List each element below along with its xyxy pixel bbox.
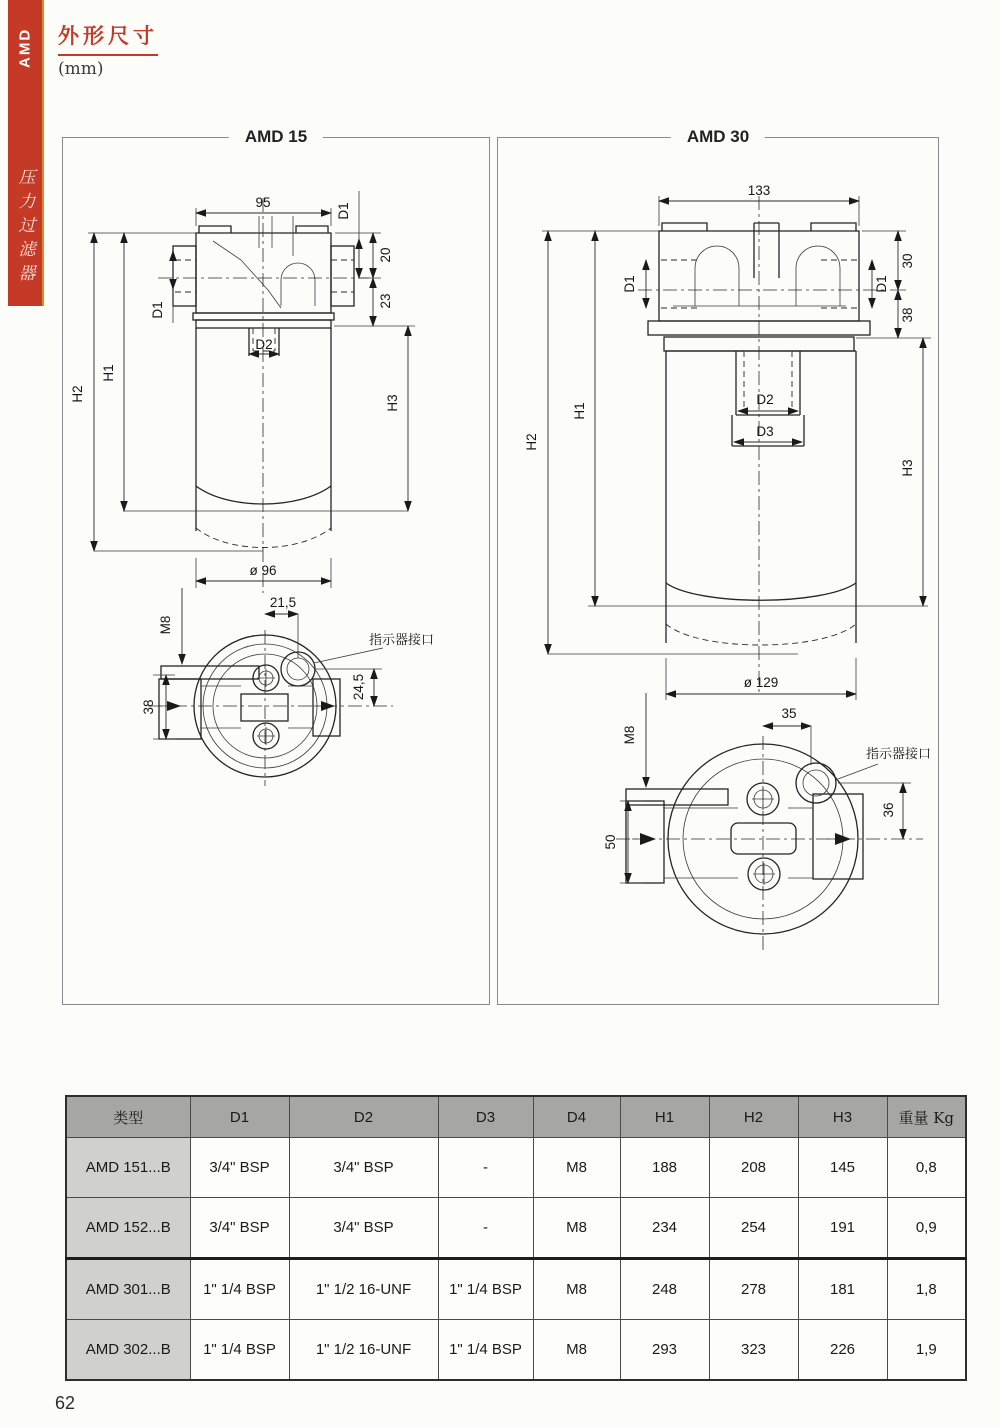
model-cell: AMD 152...B — [66, 1198, 190, 1259]
dim-38: 38 — [900, 307, 915, 323]
weight-cell: 0,9 — [887, 1198, 966, 1259]
h1-cell: 248 — [620, 1259, 709, 1320]
sidebar-vertical-label: 压力过滤器 — [14, 168, 35, 288]
h2-cell: 208 — [709, 1138, 798, 1198]
amd15-bottom-view — [141, 588, 434, 786]
weight-cell: 1,8 — [887, 1259, 966, 1320]
page-title: 外形尺寸 — [58, 20, 158, 56]
col-header-weight: 重量 Kg — [887, 1096, 966, 1138]
col-header-d4: D4 — [533, 1096, 620, 1138]
d1-cell: 3/4" BSP — [190, 1138, 289, 1198]
d4-cell: M8 — [533, 1138, 620, 1198]
h2-cell: 323 — [709, 1320, 798, 1381]
col-header-type: 类型 — [66, 1096, 190, 1138]
h3-cell: 181 — [798, 1259, 887, 1320]
dimension-table — [65, 1095, 967, 1381]
dim-21-5: 21,5 — [269, 595, 297, 610]
dim-m8: M8 — [622, 725, 637, 745]
d2-cell: 3/4" BSP — [289, 1198, 438, 1259]
dim-m8: M8 — [158, 615, 173, 635]
unit-label: (mm) — [58, 59, 104, 79]
weight-cell: 0,8 — [887, 1138, 966, 1198]
dim-h2: H2 — [70, 385, 85, 403]
amd30-side-view — [524, 183, 931, 700]
d3-cell: - — [438, 1138, 533, 1198]
dim-h1: H1 — [101, 364, 116, 382]
dim-23: 23 — [378, 293, 393, 309]
drawing-title-amd30: AMD 30 — [671, 127, 765, 147]
h1-cell: 188 — [620, 1138, 709, 1198]
d1-cell: 3/4" BSP — [190, 1198, 289, 1259]
d2-cell: 1" 1/2 16-UNF — [289, 1320, 438, 1381]
dim-30: 30 — [900, 253, 915, 269]
drawing-box-amd15 — [62, 127, 490, 1005]
dim-133: 133 — [747, 183, 771, 198]
h3-cell: 226 — [798, 1320, 887, 1381]
dim-h3: H3 — [900, 459, 915, 477]
amd30-drawing — [498, 138, 938, 1004]
indicator-port-label: 指示器接口 — [369, 633, 435, 648]
weight-cell: 1,9 — [887, 1320, 966, 1381]
model-cell: AMD 301...B — [66, 1259, 190, 1320]
dim-24-5: 24,5 — [351, 673, 366, 701]
dim-d1-left: D1 — [150, 301, 165, 319]
col-header-h3: H3 — [798, 1096, 887, 1138]
dim-20: 20 — [378, 247, 393, 263]
dim-d1-left: D1 — [622, 275, 637, 293]
sidebar-tab-label: AMD — [16, 27, 34, 69]
h2-cell: 278 — [709, 1259, 798, 1320]
table-row — [66, 1138, 966, 1198]
dim-50: 50 — [603, 834, 618, 850]
h3-cell: 191 — [798, 1198, 887, 1259]
table-row — [66, 1259, 966, 1320]
d4-cell: M8 — [533, 1320, 620, 1381]
col-header-d2: D2 — [289, 1096, 438, 1138]
dim-d3: D3 — [756, 424, 774, 439]
col-header-h2: H2 — [709, 1096, 798, 1138]
dim-dia129: ø 129 — [743, 675, 779, 690]
table-row — [66, 1320, 966, 1381]
table-header-row — [66, 1096, 966, 1138]
drawing-box-amd30 — [497, 127, 939, 1005]
dim-h3: H3 — [385, 394, 400, 412]
dim-h2: H2 — [524, 433, 539, 451]
d4-cell: M8 — [533, 1198, 620, 1259]
table-row — [66, 1198, 966, 1259]
d3-cell: 1" 1/4 BSP — [438, 1320, 533, 1381]
sidebar-tab — [8, 0, 44, 306]
drawing-title-amd15: AMD 15 — [229, 127, 323, 147]
d1-cell: 1" 1/4 BSP — [190, 1259, 289, 1320]
dim-38: 38 — [141, 699, 156, 715]
h1-cell: 293 — [620, 1320, 709, 1381]
col-header-d3: D3 — [438, 1096, 533, 1138]
dim-dia96: ø 96 — [249, 563, 277, 578]
model-cell: AMD 302...B — [66, 1320, 190, 1381]
h1-cell: 234 — [620, 1198, 709, 1259]
d3-cell: 1" 1/4 BSP — [438, 1259, 533, 1320]
d3-cell: - — [438, 1198, 533, 1259]
page-header — [58, 20, 158, 79]
d2-cell: 1" 1/2 16-UNF — [289, 1259, 438, 1320]
model-cell: AMD 151...B — [66, 1138, 190, 1198]
d2-cell: 3/4" BSP — [289, 1138, 438, 1198]
col-header-h1: H1 — [620, 1096, 709, 1138]
d1-cell: 1" 1/4 BSP — [190, 1320, 289, 1381]
h3-cell: 145 — [798, 1138, 887, 1198]
dim-95: 95 — [255, 195, 271, 210]
dim-d2: D2 — [255, 337, 273, 352]
indicator-port-label: 指示器接口 — [866, 747, 932, 762]
amd15-side-view — [70, 191, 415, 593]
dim-d1-right: D1 — [336, 202, 351, 220]
col-header-d1: D1 — [190, 1096, 289, 1138]
dim-36: 36 — [881, 802, 896, 818]
amd30-bottom-view — [603, 693, 931, 950]
dim-d2: D2 — [756, 392, 774, 407]
amd15-drawing — [63, 138, 489, 1004]
d4-cell: M8 — [533, 1259, 620, 1320]
page-number: 62 — [55, 1393, 76, 1413]
dim-h1: H1 — [572, 402, 587, 420]
dim-35: 35 — [781, 706, 797, 721]
h2-cell: 254 — [709, 1198, 798, 1259]
dim-d1-right: D1 — [874, 275, 889, 293]
